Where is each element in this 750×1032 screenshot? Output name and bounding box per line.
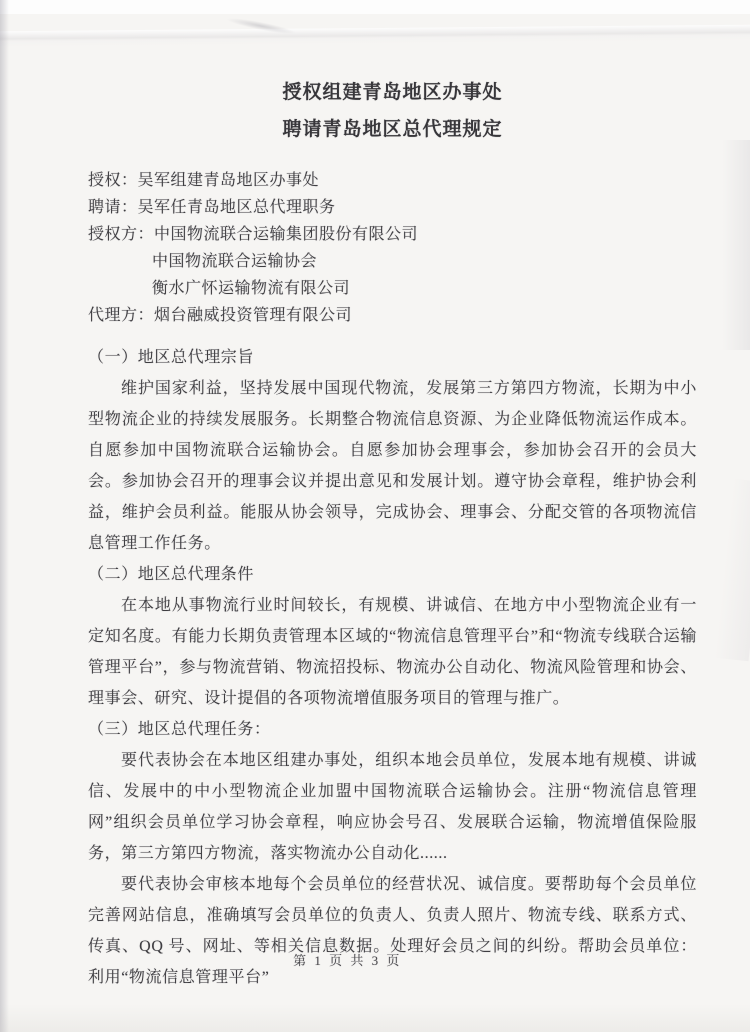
paper-right-smudge-lower xyxy=(715,479,750,662)
document-content xyxy=(88,0,697,1032)
section-2-paragraph: 在本地从事物流行业时间较长，有规模、讲诚信、在地方中小型物流企业有一定知名度。有能力长期负责管理本区域的“物流信息管理平台”和“物流专线联合运输管理平台”，参与物流营销、物流招投标、物流办公自动化、物流风险管理和协会、理事会、研究、设计提倡的各项物流增值服务项目的管理与推广。 xyxy=(88,597,697,707)
section-1-paragraph: 维护国家利益，坚持发展中国现代物流，发展第三方第四方物流，长期为中小型物流企业的持续发展服务。长期整合物流信息资源、为企业降低物流运作成本。自愿参加中国物流联合运输协会。自愿参加协会理事会，参加协会召开的会员大会。参加协会召开的理事会议并提出意见和发展计划。遵守协会章程，维护协会利益，维护会员利益。能服从协会领导，完成协会、理事会、分配交管的各项物流信息管理工作任务。 xyxy=(88,380,697,552)
paper-right-smudge xyxy=(722,140,750,350)
document-title-line-2: 聘请青岛地区总代理规定 xyxy=(282,119,503,140)
meta-line-authorizing-party-3: 衡水广怀运输物流有限公司 xyxy=(152,280,351,297)
section-3-heading: （三）地区总代理任务： xyxy=(88,721,271,738)
meta-line-authorization: 授权：吴军组建青岛地区办事处 xyxy=(88,172,320,189)
document-meta-block xyxy=(88,167,697,329)
paper-left-edge-shadow xyxy=(0,0,9,1032)
meta-line-authorizing-party: 授权方：中国物流联合运输集团股份有限公司 xyxy=(88,226,419,243)
section-3-paragraph-2: 要代表协会审核本地每个会员单位的经营状况、诚信度。要帮助每个会员单位完善网站信息，准确填写会员单位的负责人、负责人照片、物流专线、联系方式、传真、QQ 号、网址、等相关信息数据。处理好会员之间的纠纷。帮助会员单位：利用“物流信息管理平台” xyxy=(88,876,697,986)
section-3-paragraph-1: 要代表协会在本地区组建办事处，组织本地会员单位，发展本地有规模、讲诚信、发展中的中小型物流企业加盟中国物流联合运输协会。注册“物流信息管理网”组织会员单位学习协会章程，响应协会号召、发展联合运输，物流增值保险服务，第三方第四方物流，落实物流办公自动化...... xyxy=(88,752,697,862)
document-title xyxy=(88,74,697,148)
meta-line-agent-party: 代理方：烟台融威投资管理有限公司 xyxy=(88,307,353,324)
page-number-indicator: 第 1 页 共 3 页 xyxy=(293,953,402,968)
section-1-heading: （一）地区总代理宗旨 xyxy=(88,349,255,366)
meta-line-authorizing-party-2: 中国物流联合运输协会 xyxy=(152,253,318,270)
section-2-heading: （二）地区总代理条件 xyxy=(88,566,255,583)
document-title-line-1: 授权组建青岛地区办事处 xyxy=(282,82,503,103)
meta-line-appointment: 聘请：吴军任青岛地区总代理职务 xyxy=(88,199,336,216)
document-body xyxy=(88,342,697,993)
